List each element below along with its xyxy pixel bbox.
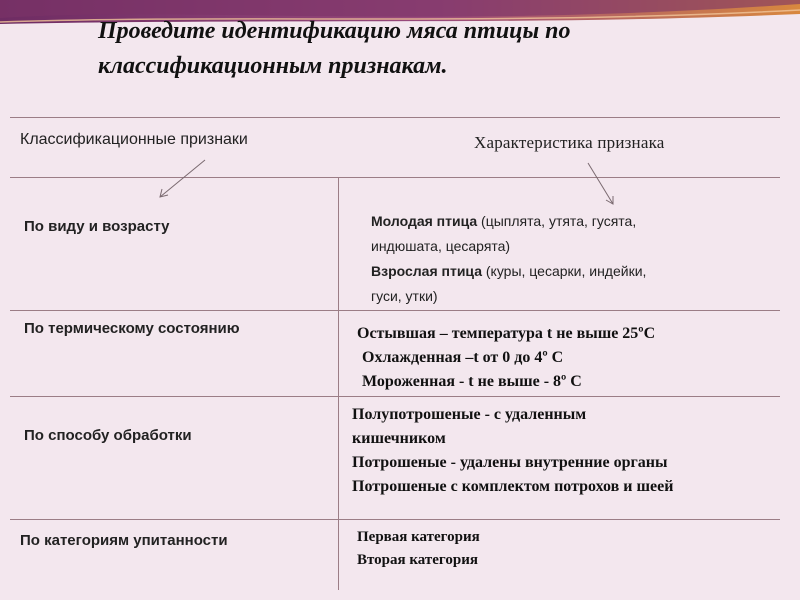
row-cell-thermal-state [357,322,655,394]
title-line-2: классификационным признакам. [98,53,448,79]
cell-line: Первая категория [357,529,480,545]
arrow-left [160,160,205,197]
cell-line: Потрошеные - удалены внутренние органы [352,454,668,471]
header-classification-features: Классификационные признаки [20,131,248,148]
row-cell-processing-method [352,403,673,499]
row-label-fatness-category: По категориям упитанности [20,532,228,549]
cell-line: Потрошеные с комплектом потрохов и шеей [352,478,674,495]
row-label-thermal-state: По термическому состоянию [24,320,240,337]
cell-line: Остывшая – температура t не выше 25ºС [357,325,656,342]
row-label-species-age: По виду и возрасту [24,218,170,235]
title-line-1: Проведите идентификацию мяса птицы по [98,18,571,44]
header-feature-characteristics: Характеристика признака [474,133,665,152]
cell-line: Полупотрошеные - с удаленным [352,406,587,423]
cell-line: Молодая птица (цыплята, утята, гусята, [371,213,637,229]
cell-line: Мороженная - t не выше - 8º С [362,373,582,390]
arrow-right [588,163,613,204]
cell-line: кишечником [352,430,446,447]
cell-line: Охлажденная –t от 0 до 4º С [362,349,564,366]
row-cell-species-age [371,210,646,308]
cell-line: индюшата, цесарята) [371,238,511,254]
row-label-processing-method: По способу обработки [24,427,192,444]
row-cell-fatness-category [357,526,480,572]
cell-line: гуси, утки) [371,288,438,304]
cell-line: Взрослая птица (куры, цесарки, индейки, [371,263,647,279]
cell-line: Вторая категория [357,552,478,568]
